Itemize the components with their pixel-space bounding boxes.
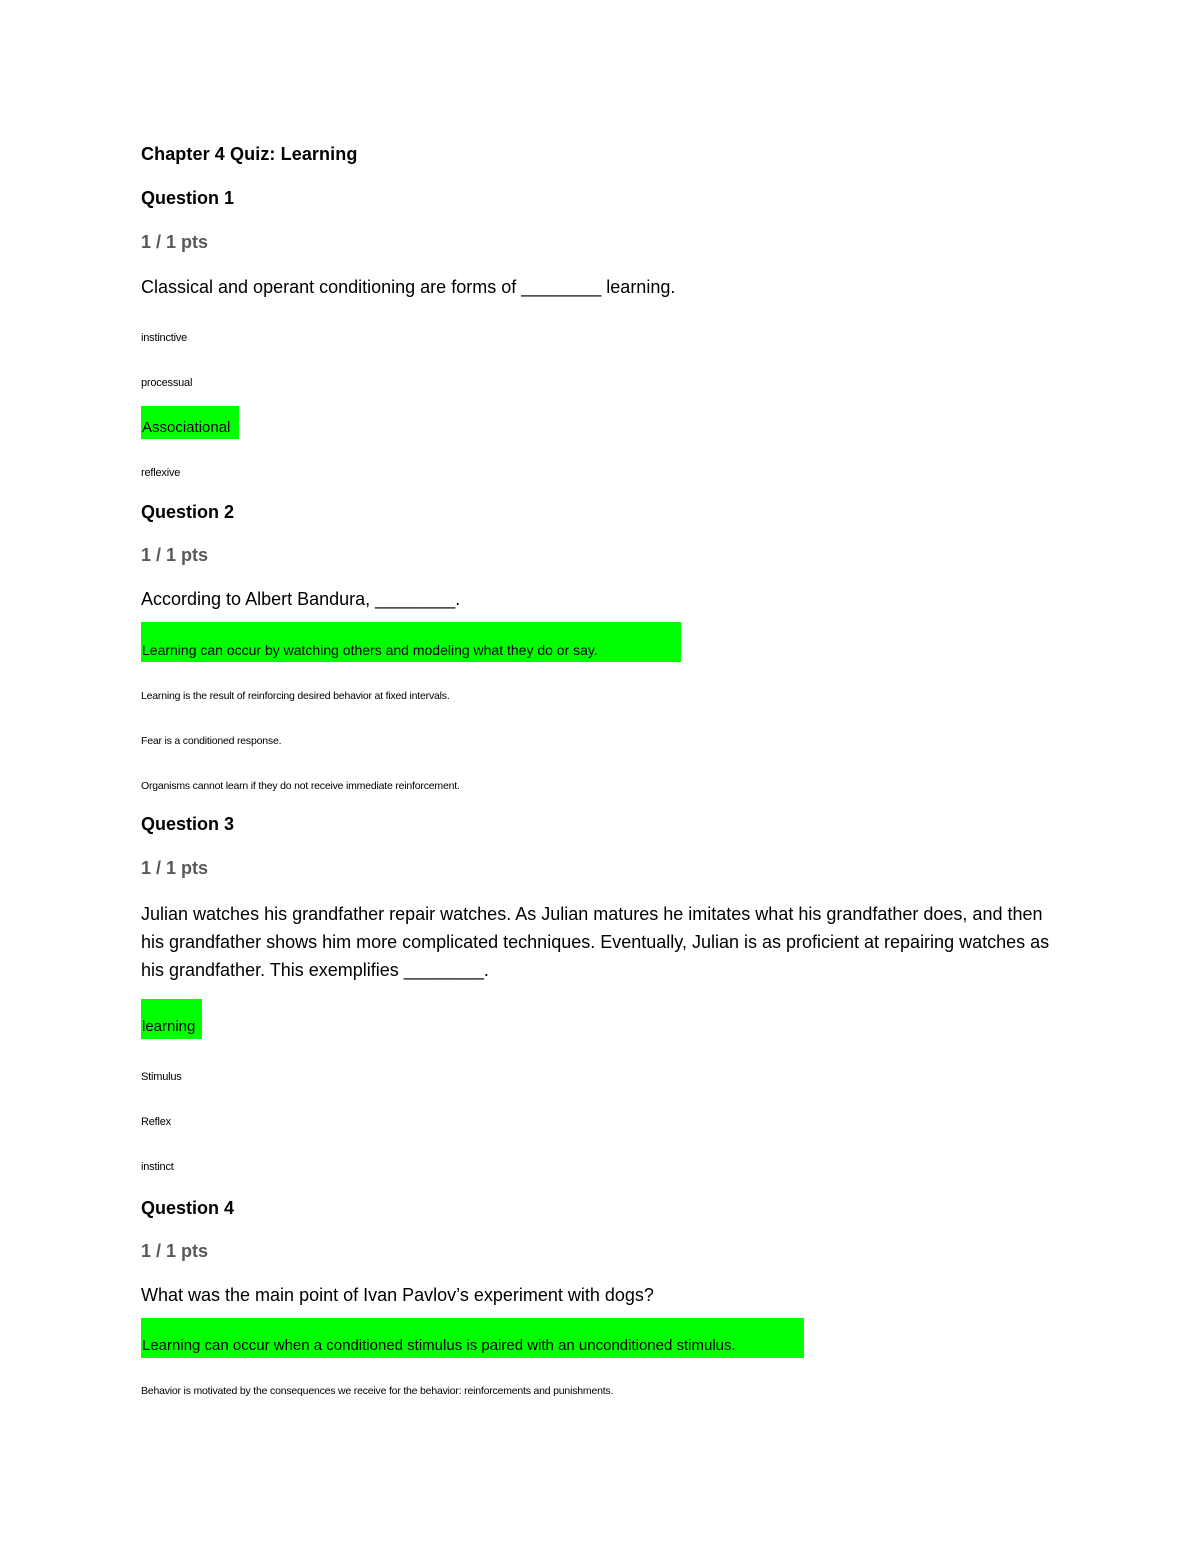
- answer-option: Fear is a conditioned response.: [141, 735, 282, 747]
- correct-answer-option: Associational: [142, 419, 231, 436]
- answer-option: Learning is the result of reinforcing desired behavior at fixed intervals.: [141, 690, 450, 702]
- page-title: Chapter 4 Quiz: Learning: [141, 144, 358, 164]
- answer-option: instinctive: [141, 332, 188, 344]
- answer-option: Organisms cannot learn if they do not receive immediate reinforcement.: [141, 780, 460, 792]
- answer-option: Stimulus: [141, 1071, 182, 1083]
- question-heading: Question 2: [141, 502, 235, 522]
- question-heading: Question 3: [141, 814, 235, 834]
- question-prompt: Julian watches his grandfather repair watches. As Julian matures he imitates what his grandfather does, and then his grandfather shows him more complicated techniques. Eventually, Julian is as proficient at repairing watches as his grandfather. This exemplifies ________.: [141, 904, 1050, 980]
- correct-answer-option: Learning can occur when a conditioned stimulus is paired with an unconditioned stimulus.: [142, 1337, 736, 1354]
- question-points: 1 / 1 pts: [141, 858, 209, 878]
- correct-answer-option: learning: [142, 1018, 196, 1035]
- answer-option: Reflex: [141, 1116, 171, 1128]
- question-points: 1 / 1 pts: [141, 232, 209, 252]
- answer-option: Behavior is motivated by the consequences we receive for the behavior: reinforcements and punishments.: [141, 1385, 614, 1397]
- correct-answer-option: Learning can occur by watching others and modeling what they do or say.: [142, 642, 598, 658]
- answer-option: processual: [141, 377, 193, 389]
- answer-option: reflexive: [141, 467, 181, 479]
- question-prompt: What was the main point of Ivan Pavlov’s experiment with dogs?: [141, 1285, 654, 1305]
- question-prompt: Classical and operant conditioning are forms of ________ learning.: [141, 277, 676, 297]
- question-heading: Question 4: [141, 1198, 235, 1218]
- question-prompt: According to Albert Bandura, ________.: [141, 589, 461, 609]
- question-heading: Question 1: [141, 188, 235, 208]
- answer-option: instinct: [141, 1161, 174, 1173]
- question-points: 1 / 1 pts: [141, 545, 209, 565]
- question-points: 1 / 1 pts: [141, 1241, 209, 1261]
